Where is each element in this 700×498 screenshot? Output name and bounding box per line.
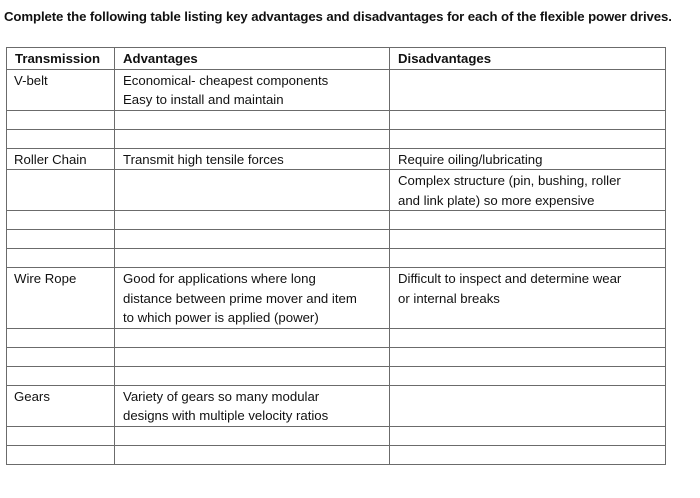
table-row-roller-chain-cont — [7, 170, 666, 211]
table-row-roller-chain — [7, 148, 666, 170]
table-row-blank — [7, 129, 666, 148]
table-row-wire-rope — [7, 268, 666, 329]
disadvantages-cell — [390, 69, 666, 110]
table-row-blank — [7, 211, 666, 230]
advantage-line: Variety of gears so many modular — [123, 388, 320, 404]
table-row-blank — [7, 347, 666, 366]
disadvantages-cell — [390, 268, 666, 329]
header-transmission: Transmission — [7, 48, 115, 70]
advantages-cell — [115, 148, 390, 170]
disadvantage-line: Require oiling/lubricating — [398, 151, 543, 167]
header-disadvantages: Disadvantages — [390, 48, 666, 70]
table-row-blank — [7, 110, 666, 129]
table-row-blank — [7, 426, 666, 445]
advantage-line: designs with multiple velocity ratios — [123, 408, 329, 423]
advantage-line: Good for applications where long — [123, 271, 316, 286]
advantages-cell — [115, 69, 390, 110]
advantages-cell — [115, 385, 390, 426]
instruction-text: Complete the following table listing key advantages and disadvantages for each of the flexible power drives. — [4, 9, 672, 24]
disadvantage-line: or internal breaks — [398, 290, 500, 306]
advantage-line: Economical- cheapest components — [123, 72, 329, 88]
transmission-cell: Roller Chain — [7, 148, 115, 170]
advantage-line: Transmit high tensile forces — [123, 151, 284, 167]
table-row-blank — [7, 328, 666, 347]
disadvantages-cell — [390, 148, 666, 170]
disadvantages-cell — [390, 385, 666, 426]
disadvantage-line: Difficult to inspect and determine wear — [398, 271, 622, 286]
table-row-blank — [7, 230, 666, 249]
advantages-table — [6, 47, 666, 465]
disadvantages-cell — [390, 170, 666, 211]
advantage-line: Easy to install and maintain — [123, 92, 284, 107]
transmission-cell: Wire Rope — [7, 268, 115, 329]
disadvantage-line: and link plate) so more expensive — [398, 192, 595, 208]
transmission-cell: Gears — [7, 385, 115, 426]
advantage-line: to which power is applied (power) — [123, 310, 319, 325]
table-row-blank — [7, 366, 666, 385]
header-row — [7, 48, 666, 70]
disadvantage-line: Complex structure (pin, bushing, roller — [398, 173, 621, 188]
table-row-blank — [7, 249, 666, 268]
header-advantages: Advantages — [115, 48, 390, 70]
transmission-cell: V-belt — [7, 69, 115, 110]
table-row-blank — [7, 445, 666, 464]
table-row-v-belt — [7, 69, 666, 110]
table-row-gears — [7, 385, 666, 426]
advantages-cell — [115, 268, 390, 329]
advantage-line: distance between prime mover and item — [123, 290, 357, 306]
